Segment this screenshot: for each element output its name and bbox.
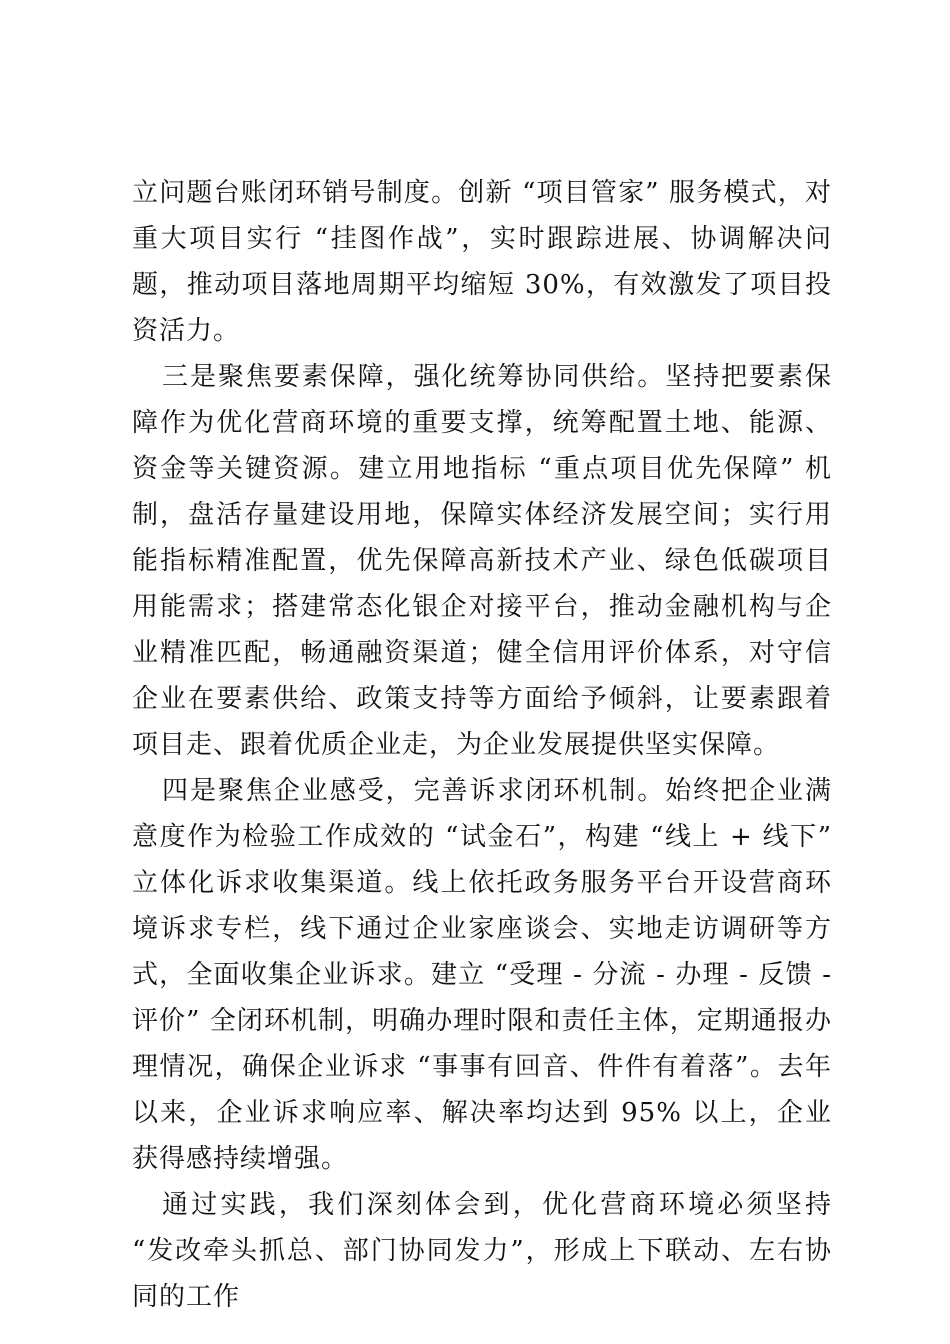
paragraph-continued: 立问题台账闭环销号制度。创新 “项目管家” 服务模式，对重大项目实行 “挂图作战”，实时跟踪进展、协调解决问题，推动项目落地周期平均缩短 30%，有效激发了项目投资活力。 bbox=[132, 178, 832, 346]
paragraph-factor-guarantee: 三是聚焦要素保障，强化统筹协同供给。坚持把要素保障作为优化营商环境的重要支撑，统筹配置土地、能源、资金等关键资源。建立用地指标 “重点项目优先保障” 机制，盘活存量建设用地，保障实体经济发展空间；实行用能指标精准配置，优先保障高新技术产业、绿色低碳项目用能需求；搭建常态化银企对接平台，推动金融机构与企业精准匹配，畅通融资渠道；健全信用评价体系，对守信企业在要素供给、政策支持等方面给予倾斜，让要素跟着项目走、跟着优质企业走，为企业发展提供坚实保障。 bbox=[132, 362, 832, 760]
document-body bbox=[132, 170, 832, 1320]
paragraph-enterprise-feedback: 四是聚焦企业感受，完善诉求闭环机制。始终把企业满意度作为检验工作成效的 “试金石”，构建 “线上 + 线下” 立体化诉求收集渠道。线上依托政务服务平台开设营商环境诉求专栏，线下通过企业家座谈会、实地走访调研等方式，全面收集企业诉求。建立 “受理 - 分流 - 办理 - 反馈 - 评价” 全闭环机制，明确办理时限和责任主体，定期通报办理情况，确保企业诉求 “事事有回音、件件有着落”。去年以来，企业诉求响应率、解决率均达到 95% 以上，企业获得感持续增强。 bbox=[132, 776, 832, 1174]
paragraph-conclusion: 通过实践，我们深刻体会到，优化营商环境必须坚持 “发改牵头抓总、部门协同发力”，形成上下联动、左右协同的工作 bbox=[132, 1190, 832, 1312]
